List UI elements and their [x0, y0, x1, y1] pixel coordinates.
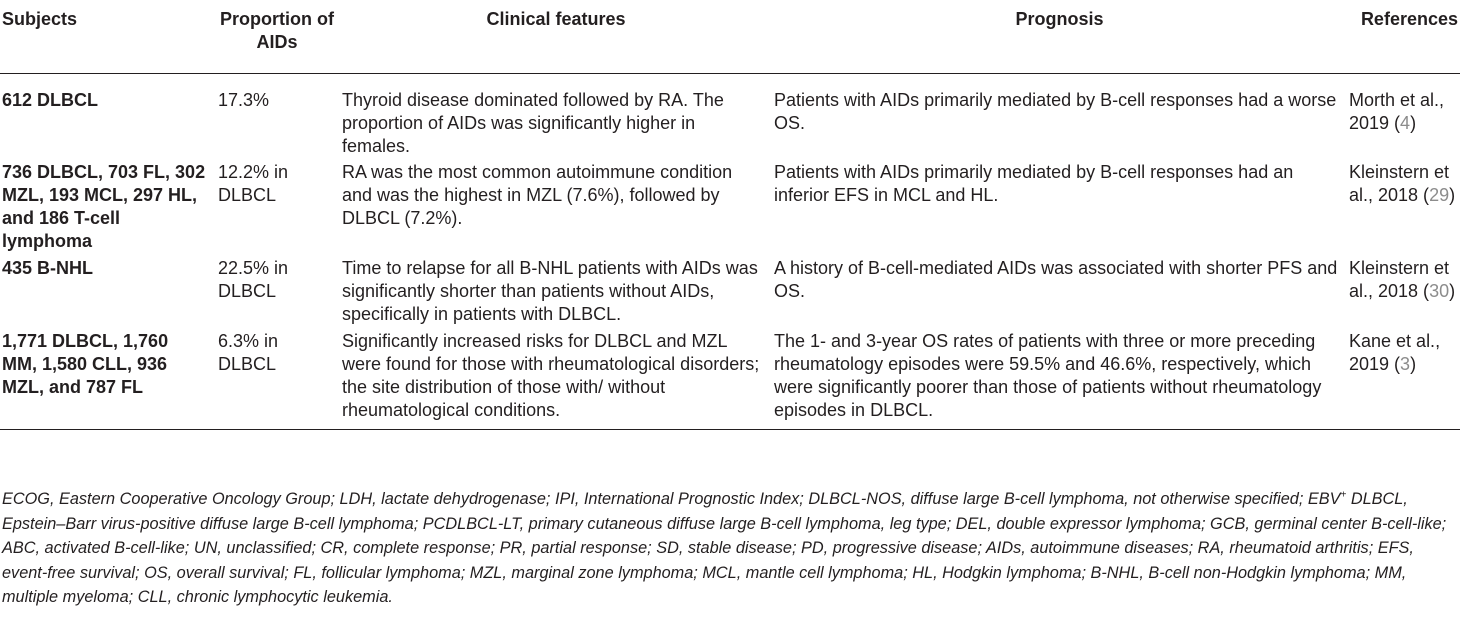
cell-proportion: 22.5% in DLBCL [218, 257, 289, 301]
table-footnote [0, 487, 1460, 610]
reference-author: Kleinstern et al., 2018 ( [1349, 161, 1450, 205]
table-row [0, 330, 1460, 430]
footnote-superscript: + [1340, 489, 1347, 501]
reference-close: ) [1449, 184, 1456, 205]
cell-prognosis: Patients with AIDs primarily mediated by B-cell responses had a worse OS. [774, 89, 1337, 133]
table-row [0, 161, 1460, 257]
header-subjects: Subjects [0, 0, 214, 73]
reference-close: ) [1449, 280, 1456, 301]
footnote-text-part1: ECOG, Eastern Cooperative Oncology Group; LDH, lactate dehydrogenase; IPI, International Prognostic Index; DLBCL-NOS, diffuse large B-cell lymphoma, not otherwise specified; EBV [2, 490, 1341, 508]
cell-subjects: 435 B-NHL [2, 257, 94, 278]
cell-reference [1347, 257, 1460, 330]
cell-subjects: 612 DLBCL [2, 89, 99, 110]
reference-author: Kane et al., 2019 ( [1349, 330, 1441, 374]
reference-link[interactable]: 30 [1429, 280, 1450, 301]
cell-reference [1347, 330, 1460, 430]
table-body [0, 73, 1460, 429]
cell-clinical-features: Time to relapse for all B-NHL patients with AIDs was significantly shorter than patients without AIDs, specifically in patients with DLBCL. [342, 257, 758, 324]
header-clinical-features: Clinical features [340, 0, 772, 73]
cell-clinical-features: Thyroid disease dominated followed by RA. The proportion of AIDs was significantly higher in females. [342, 89, 724, 156]
table-header [0, 0, 1460, 73]
cell-clinical-features: Significantly increased risks for DLBCL and MZL were found for those with rheumatological disorders; the site distribution of those with/ without rheumatological conditions. [340, 330, 772, 430]
reference-close: ) [1410, 112, 1417, 133]
cell-proportion: 6.3% in DLBCL [214, 330, 340, 430]
cell-prognosis: Patients with AIDs primarily mediated by B-cell responses had an inferior EFS in MCL and HL. [774, 161, 1294, 205]
reference-author: Morth et al., 2019 ( [1349, 89, 1445, 133]
cell-proportion: 12.2% in DLBCL [218, 161, 289, 205]
header-references: References [1347, 0, 1460, 73]
cell-clinical-features: RA was the most common autoimmune condition and was the highest in MZL (7.6%), followed by DLBCL (7.2%). [342, 161, 733, 228]
reference-close: ) [1410, 353, 1417, 374]
header-prognosis: Prognosis [772, 0, 1347, 73]
cell-proportion: 17.3% [218, 89, 270, 110]
footnote-text-part2: DLBCL, Epstein–Barr virus-positive diffuse large B-cell lymphoma; PCDLBCL-LT, primary cutaneous diffuse large B-cell lymphoma, leg type; DEL, double expressor lymphoma; GCB, germinal center B-cell-like; ABC, activated B-cell-like; UN, unclassified; CR, complete response; PR, partial response; SD, stable disease; PD, progressive disease; AIDs, autoimmune diseases; RA, rheumatoid arthritis; EFS, event-free survival; OS, overall survival; FL, follicular lymphoma; MZL, marginal zone lymphoma; MCL, mantle cell lymphoma; HL, Hodgkin lymphoma; B-NHL, B-cell non-Hodgkin lymphoma; MM, multiple myeloma; CLL, chronic lymphocytic leukemia. [2, 490, 1447, 606]
cell-subjects: 1,771 DLBCL, 1,760 MM, 1,580 CLL, 936 MZL, and 787 FL [0, 330, 214, 430]
header-row [0, 0, 1460, 73]
cell-reference [1347, 73, 1460, 161]
cell-prognosis: The 1- and 3-year OS rates of patients with three or more preceding rheumatology episodes were 59.5% and 46.6%, respectively, which were significantly poorer than those of patients without rheumatology episodes in DLBCL. [772, 330, 1347, 430]
cell-reference [1347, 161, 1460, 257]
reference-link[interactable]: 3 [1400, 353, 1411, 374]
cell-prognosis: A history of B-cell-mediated AIDs was associated with shorter PFS and OS. [774, 257, 1338, 301]
table-row [0, 257, 1460, 330]
reference-author: Kleinstern et al., 2018 ( [1349, 257, 1450, 301]
reference-link[interactable]: 29 [1429, 184, 1450, 205]
header-proportion: Proportion of AIDs [214, 0, 340, 73]
cell-subjects: 736 DLBCL, 703 FL, 302 MZL, 193 MCL, 297 HL, and 186 T-cell lymphoma [2, 161, 206, 251]
reference-link[interactable]: 4 [1400, 112, 1411, 133]
table-row [0, 73, 1460, 161]
